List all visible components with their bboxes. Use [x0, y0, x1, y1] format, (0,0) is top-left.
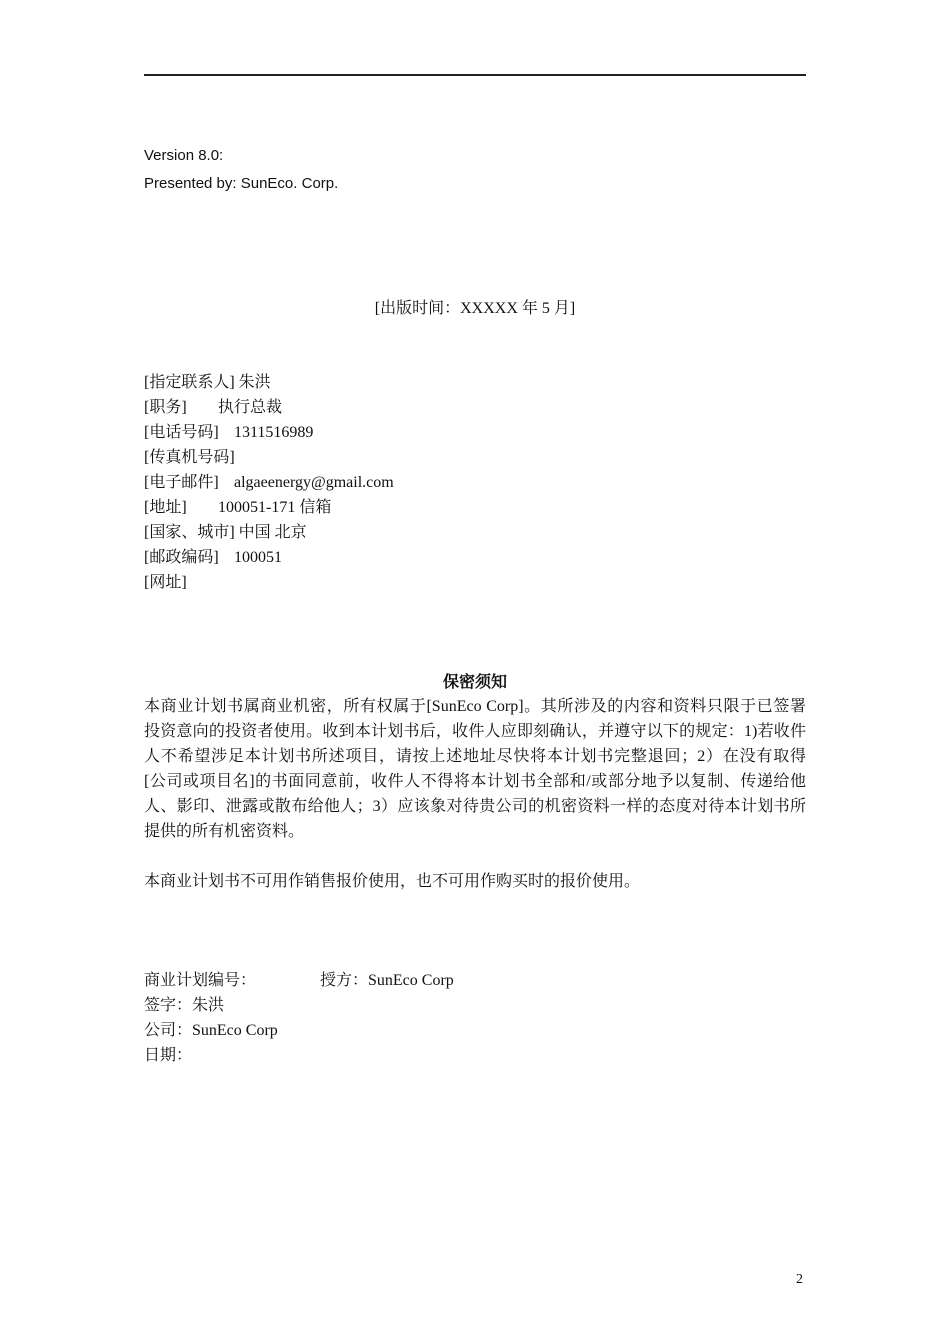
- plan-number: 商业计划编号：: [144, 972, 257, 989]
- contact-value: 100051-171 信箱: [218, 499, 332, 516]
- contact-item: [144, 473, 394, 493]
- paragraph-line: [公司或项目名]的书面同意前，收件人不得将本计划书全部和/或部分地予以复制、传递给他: [144, 773, 806, 790]
- contact-value: 朱洪: [238, 374, 271, 391]
- contact-label: [职务]: [144, 399, 187, 416]
- contact-item: [144, 548, 282, 568]
- contact-item: [144, 498, 332, 518]
- contact-label: [地址]: [144, 499, 187, 516]
- contact-label: [邮政编码]: [144, 549, 219, 566]
- presented-by: [144, 174, 338, 194]
- version-label: Version 8.0:: [144, 147, 224, 164]
- confidential-title: 保密须知: [442, 674, 507, 691]
- contact-label: [网址]: [144, 574, 187, 591]
- contact-value: 100051: [234, 549, 282, 566]
- date: 日期：: [144, 1047, 193, 1064]
- publish-date: [出版时间：XXXXX 年 5 月]: [374, 300, 576, 317]
- header-rule: [144, 74, 806, 76]
- signature: 签字：朱洪: [144, 997, 225, 1014]
- grantee: 授方：SunEco Corp: [320, 972, 454, 989]
- contact-label: [国家、城市]: [144, 524, 235, 541]
- confidential-paragraph: [144, 694, 806, 844]
- company: 公司：SunEco Corp: [144, 1022, 278, 1039]
- page-number: 2: [796, 1272, 803, 1287]
- presenter: SunEco. Corp.: [240, 175, 339, 192]
- paragraph-line: 人、影印、泄露或散布给他人；3）应该象对待贵公司的机密资料一样的态度对待本计划书所: [144, 798, 806, 815]
- paragraph-line: 本商业计划书属商业机密，所有权属于[SunEco Corp]。其所涉及的内容和资料只限于已签署: [144, 698, 806, 715]
- usage-note: 本商业计划书不可用作销售报价使用，也不可用作购买时的报价使用。: [144, 873, 641, 890]
- contact-label: [传真机号码]: [144, 449, 235, 466]
- contact-value: 中国 北京: [238, 524, 307, 541]
- contact-label: [电话号码]: [144, 424, 219, 441]
- contact-item: [144, 448, 235, 468]
- contact-value: 执行总裁: [218, 399, 283, 416]
- paragraph-line: 人不希望涉足本计划书所述项目，请按上述地址尽快将本计划书完整退回；2）在没有取得: [144, 748, 806, 765]
- contact-item: [144, 523, 307, 543]
- contact-label: [电子邮件]: [144, 474, 219, 491]
- contact-item: [144, 398, 283, 418]
- contact-value: algaeenergy@gmail.com: [234, 474, 394, 491]
- presented-label: Presented by:: [144, 175, 237, 192]
- contact-label: [指定联系人]: [144, 374, 235, 391]
- paragraph-line: 投资意向的投资者使用。收到本计划书后，收件人应即刻确认，并遵守以下的规定：1)若收件: [144, 723, 806, 740]
- contact-item: [144, 573, 187, 593]
- contact-item: [144, 373, 271, 393]
- contact-value: 1311516989: [234, 424, 314, 441]
- contact-item: [144, 423, 314, 443]
- paragraph-line: 提供的所有机密资料。: [144, 823, 305, 840]
